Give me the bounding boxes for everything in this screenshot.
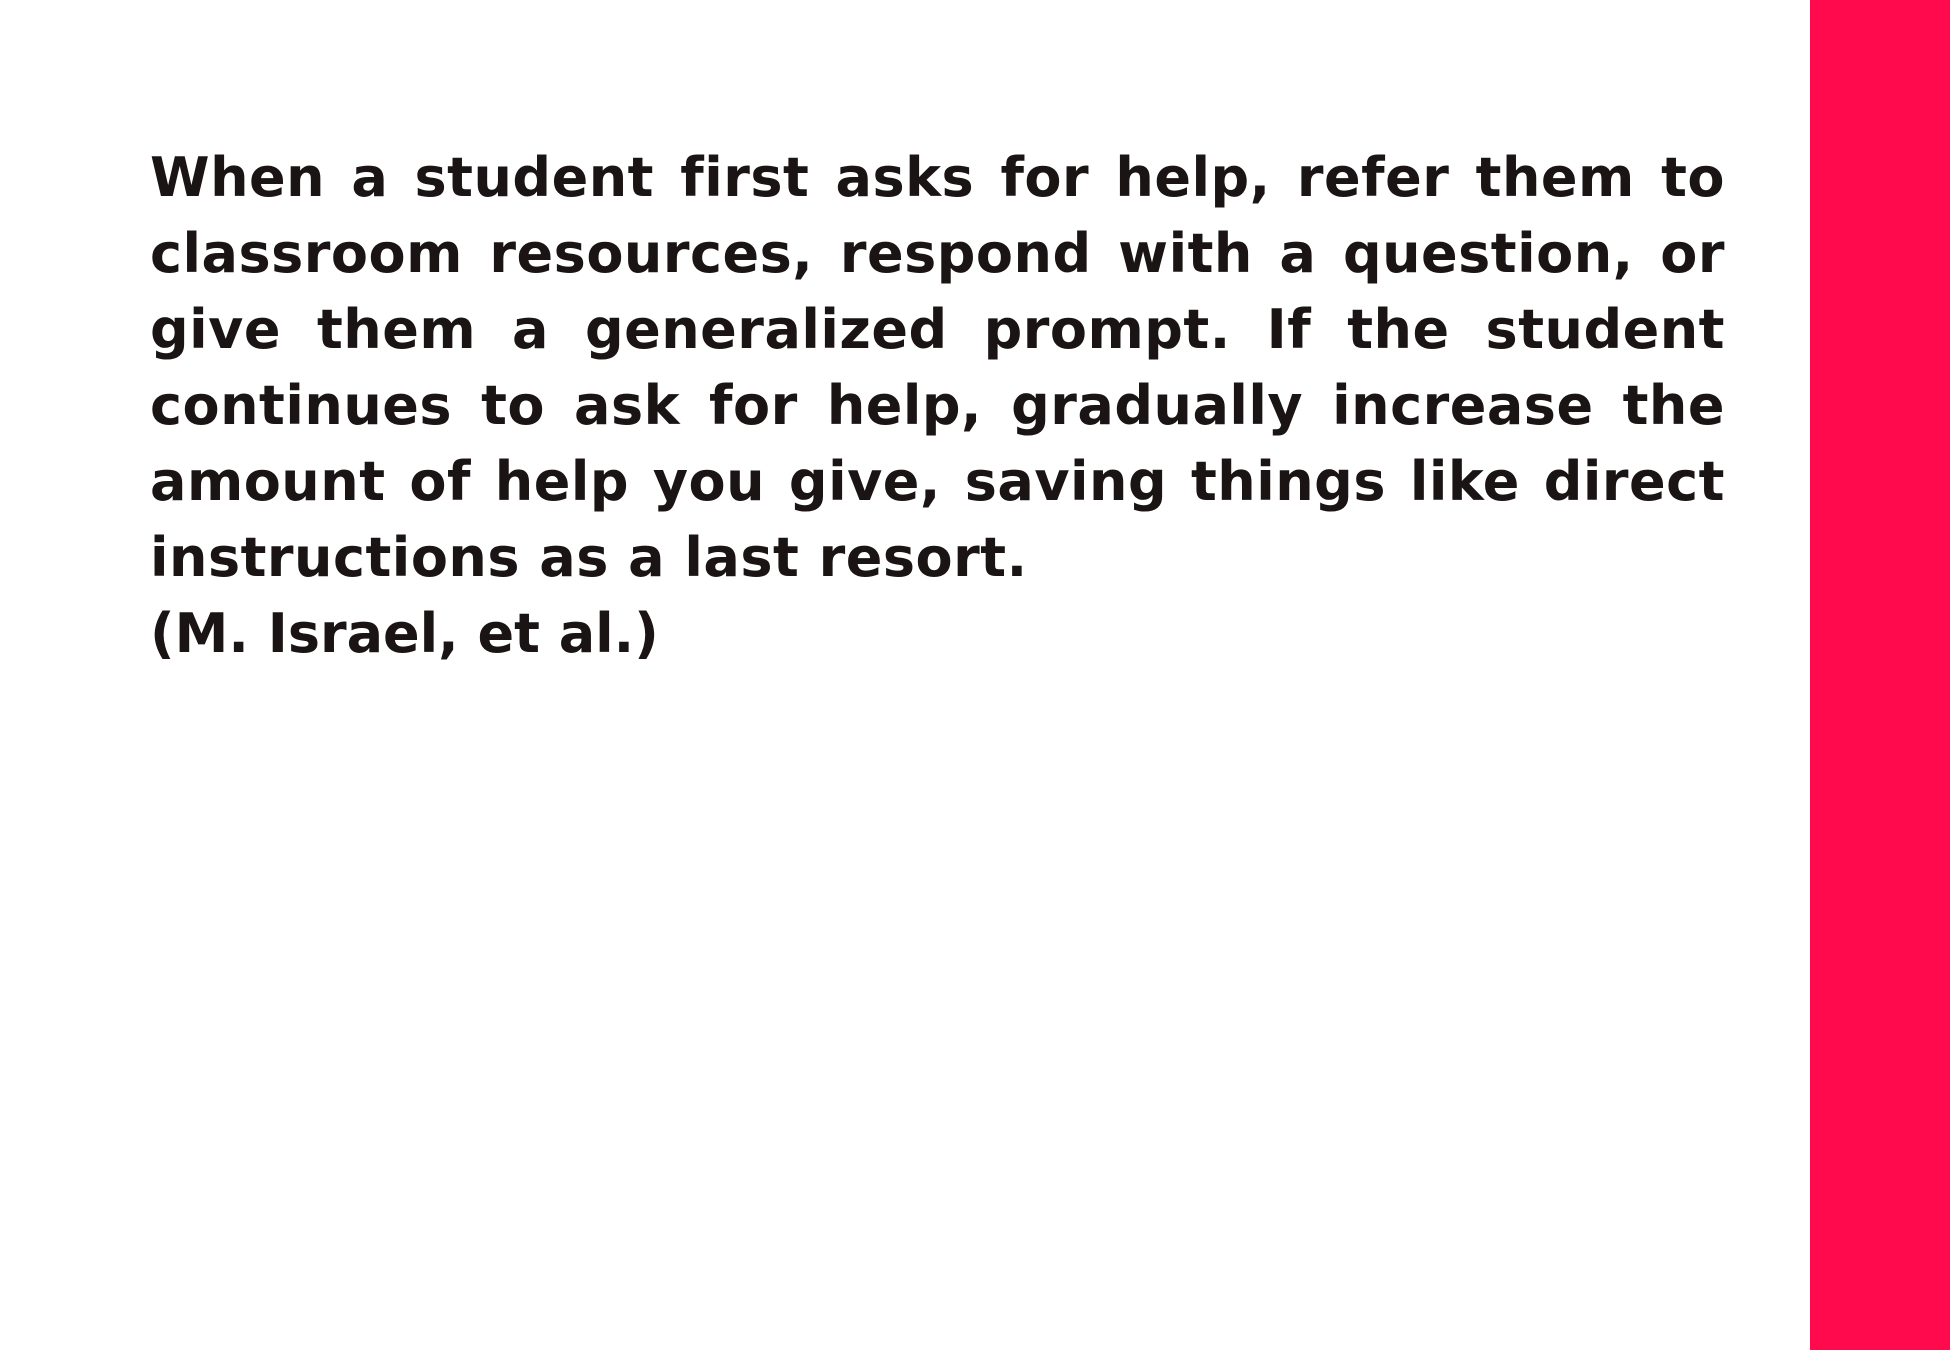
citation: (M. Israel, et al.) xyxy=(150,602,659,665)
text-block xyxy=(150,140,1725,672)
body-paragraph: When a student first asks for help, refer them to classroom resources, respond with a question, or give them a generalized prompt. If the student continues to ask for help, gradually increase the amount of help you give, saving things like direct instructions as a last resort. xyxy=(150,146,1725,589)
accent-bar xyxy=(1810,0,1950,1350)
